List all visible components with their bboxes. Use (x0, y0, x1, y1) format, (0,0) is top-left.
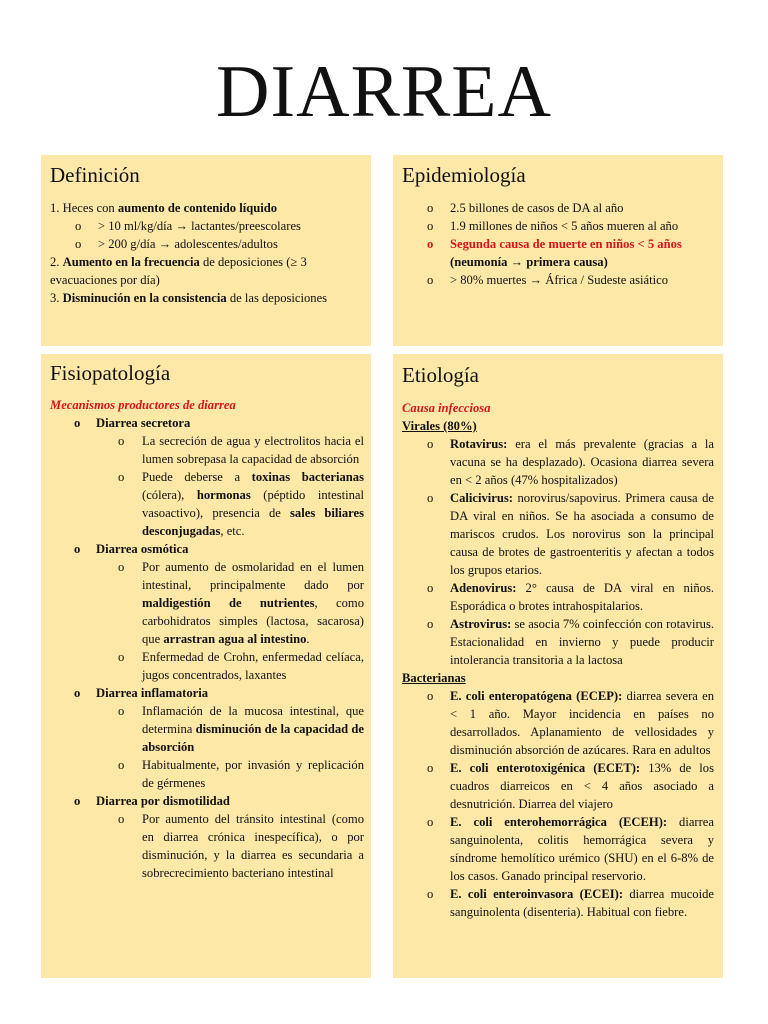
definicion-item-1 (50, 199, 368, 217)
text-bold: E. coli enteroinvasora (ECEI): (450, 887, 624, 901)
text: diarrea sanguinolenta, colitis hemorrágica severa y síndrome hemolítico urémico (SHU) en el 6-8% de los casos. Ganado principal reservorio. (450, 815, 714, 883)
text-bold: Diarrea secretora (96, 416, 191, 430)
osmotica-point-1 (50, 558, 364, 648)
text: 2° causa de DA viral en niños. Esporádica o brotes intrahospitalarios. (450, 581, 714, 613)
text: Por aumento de osmolaridad en el lumen intestinal, principalmente dado por (142, 560, 364, 592)
epi-bullet-3-line2: (neumonía → primera causa) (450, 255, 608, 269)
text-bold: Disminución en la consistencia (62, 291, 227, 305)
definicion-box (41, 155, 371, 346)
text: 13% de los cuadros diarreicos en < 4 años asociado a desnutrición. Diarrea del viajero (450, 761, 714, 811)
text: 3. (50, 291, 63, 305)
text: 1. Heces con (50, 201, 118, 215)
etiologia-heading: Etiología (402, 363, 479, 387)
secretora-point-2 (50, 468, 364, 540)
definicion-bullet-2: o > 200 g/día → adolescentes/adultos (50, 235, 368, 253)
text-bold: Adenovirus: (450, 581, 517, 595)
bacteria-eceh (402, 813, 714, 885)
virus-adenovirus (402, 579, 714, 615)
inflamatoria-point-1 (50, 702, 364, 756)
epidemiologia-box (393, 155, 723, 346)
bacteria-ecet (402, 759, 714, 813)
text-bold: Aumento en la frecuencia (62, 255, 200, 269)
text: Inflamación de la mucosa intestinal, que determina (142, 704, 364, 736)
text-bold: Diarrea osmótica (96, 542, 189, 556)
text: . (306, 632, 310, 646)
text-bold: hormonas (196, 488, 251, 502)
fisio-subtitle: Mecanismos productores de diarrea (50, 398, 236, 412)
text: de las deposiciones (226, 291, 328, 305)
virales-label: Virales (80%) (402, 419, 477, 433)
text-bold: E. coli enterotoxigénica (ECET): (450, 761, 641, 775)
text-bold: arrastran agua al intestino (163, 632, 307, 646)
text-bold: Diarrea por dismotilidad (96, 794, 230, 808)
epi-bullet-1: o 2.5 billones de casos de DA al año (402, 199, 720, 217)
bacteria-ecep (402, 687, 714, 759)
epi-bullet-3: o Segunda causa de muerte en niños < 5 años (402, 235, 720, 253)
text-bold: sales biliares desconjugadas (142, 506, 364, 538)
etiologia-box (393, 354, 723, 978)
text: era el más prevalente (gracias a la vacuna se ha desplazado). Ocasiona diarrea severa en < 2 años (47% hospitalizados) (450, 437, 714, 487)
page-title: DIARREA (216, 51, 552, 133)
text: norovirus/sapovirus. Primera causa de DA viral en niños. Se ha asociada a consumo de mariscos crudos. Los norovirus son la principal causa de brotes de gastroenteritis y afectan a todos los grupos etarios. (450, 491, 714, 577)
inflamatoria-point-2: o Habitualmente, por invasión y replicación de gérmenes (50, 756, 364, 792)
osmotica-point-2: o Enfermedad de Crohn, enfermedad celíaca, jugos concentrados, laxantes (50, 648, 364, 684)
bacterianas-label: Bacterianas (402, 671, 466, 685)
fisiopatologia-content (50, 396, 364, 882)
text: 2. (50, 255, 63, 269)
text-bold: toxinas bacterianas (251, 470, 364, 484)
text-bold: E. coli enteropatógena (ECEP): (450, 689, 623, 703)
fisiopatologia-box (41, 354, 371, 978)
etiologia-subtitle: Causa infecciosa (402, 401, 491, 415)
bacteria-ecei (402, 885, 714, 921)
text-bold: disminución de la capacidad de absorción (142, 722, 364, 754)
virus-calicivirus (402, 489, 714, 579)
epi-bullet-4: o > 80% muertes → África / Sudeste asiático (402, 271, 720, 289)
virus-astrovirus (402, 615, 714, 669)
mechanism-osmotica (50, 540, 364, 558)
text: diarrea mucoide sanguinolenta (disenteria). Habitual con fiebre. (450, 887, 714, 919)
text-bold: aumento de contenido líquido (117, 201, 278, 215)
text: , etc. (220, 524, 245, 538)
mechanism-dismotilidad (50, 792, 364, 810)
epi-bullet-2: o 1.9 millones de niños < 5 años mueren al año (402, 217, 720, 235)
text: diarrea severa en < 1 año. Mayor incidencia en países no desarrollados. Aplanamiento de vellosidades y disminución absorción de azúcares. Rara en adultos (450, 689, 714, 757)
virus-rotavirus (402, 435, 714, 489)
definicion-content (50, 199, 368, 307)
text-bold: Calicivirus: (450, 491, 513, 505)
text-bold: Astrovirus: (450, 617, 512, 631)
text: (cólera), (142, 488, 197, 502)
text: de deposiciones (≥ 3 (199, 255, 307, 269)
text-bold: E. coli enterohemorrágica (ECEH): (450, 815, 668, 829)
definicion-bullet-1: o > 10 ml/kg/día → lactantes/preescolares (50, 217, 368, 235)
text: se asocia 7% coinfección con rotavirus. Estacionalidad en invierno y puede producir intolerancia transitoria a la lactosa (450, 617, 714, 667)
definicion-item-2-line2: evacuaciones por día) (50, 273, 160, 287)
dismotilidad-point-1: o Por aumento del tránsito intestinal (como en diarrea crónica inespecífica), o por disminución, y la diarrea es secundaria a sobrecrecimiento bacteriano intestinal (50, 810, 364, 882)
text: Puede deberse a (142, 470, 252, 484)
mechanism-secretora (50, 414, 364, 432)
secretora-point-1: o La secreción de agua y electrolitos hacia el lumen sobrepasa la capacidad de absorción (50, 432, 364, 468)
text-bold: maldigestión de nutrientes (142, 596, 315, 610)
text-bold: Rotavirus: (450, 437, 508, 451)
definicion-item-2 (50, 253, 368, 271)
etiologia-content (402, 399, 714, 921)
text: , como carbohidratos simples (lactosa, sacarosa) que (142, 596, 365, 646)
fisiopatologia-heading: Fisiopatología (50, 361, 171, 385)
mechanism-inflamatoria (50, 684, 364, 702)
epidemiologia-content (402, 199, 720, 289)
definicion-heading: Definición (50, 163, 140, 187)
text-bold: Diarrea inflamatoria (96, 686, 209, 700)
text: (péptido intestinal vasoactivo), presencia de (142, 488, 364, 520)
epidemiologia-heading: Epidemiología (402, 163, 526, 187)
definicion-item-3 (50, 289, 368, 307)
